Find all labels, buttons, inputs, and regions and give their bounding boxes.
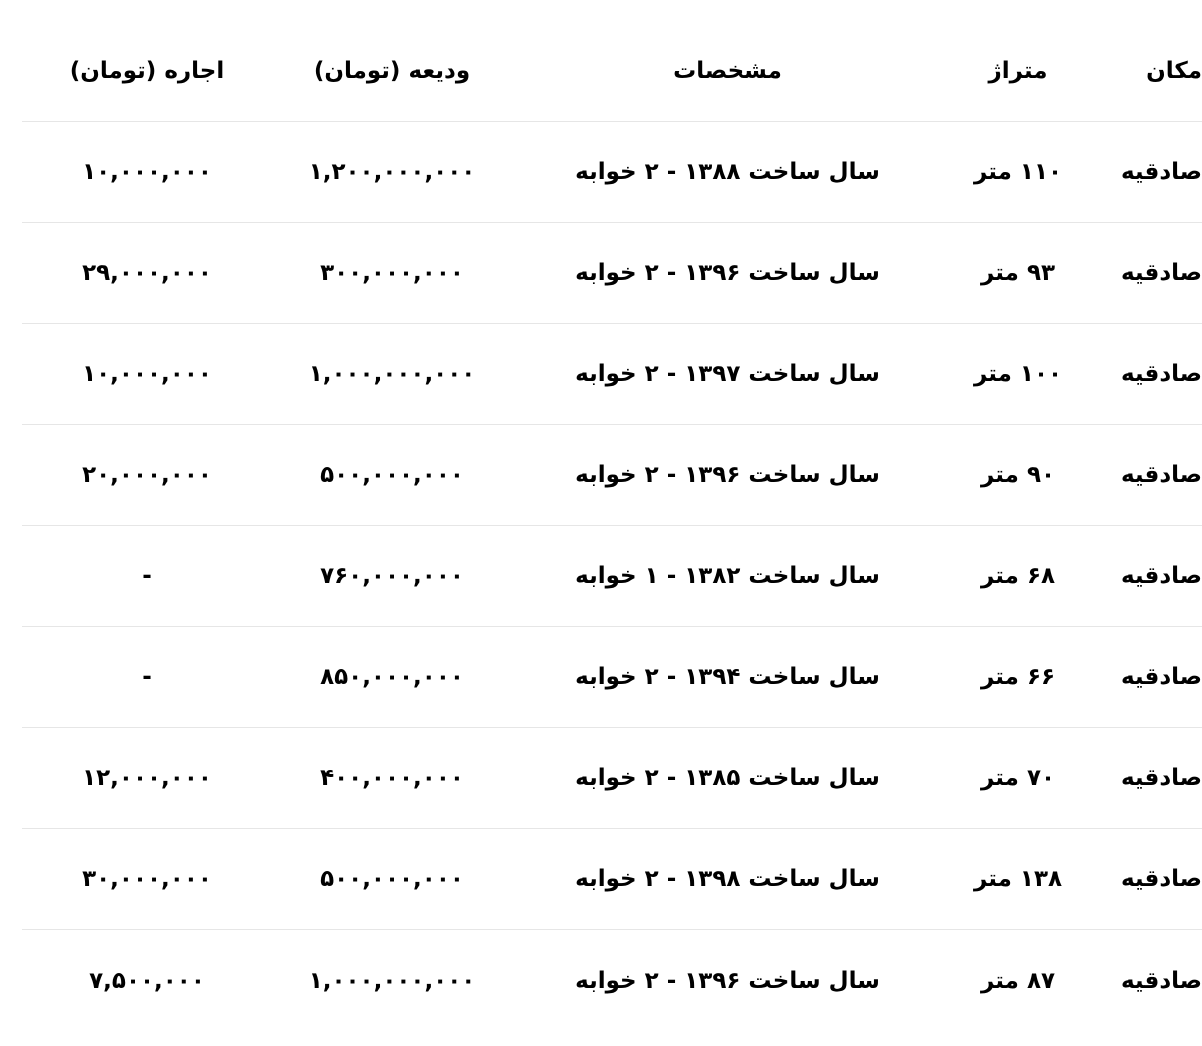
cell-deposit: ۵۰۰,۰۰۰,۰۰۰ — [320, 462, 464, 488]
cell-location: صادقیه — [1120, 765, 1202, 791]
cell-rent: ۱۰,۰۰۰,۰۰۰ — [82, 361, 212, 387]
cell-specs: سال ساخت ۱۳۹۶ - ۲ خوابه — [575, 967, 880, 994]
table-row — [22, 829, 1202, 930]
table-row — [22, 425, 1202, 526]
header-rent: اجاره (تومان) — [69, 57, 225, 84]
cell-area: ۶۶ متر — [980, 664, 1056, 690]
cell-deposit: ۴۰۰,۰۰۰,۰۰۰ — [320, 765, 464, 791]
table-row — [22, 627, 1202, 728]
cell-rent: ۲۹,۰۰۰,۰۰۰ — [82, 260, 212, 286]
cell-area: ۷۰ متر — [980, 765, 1056, 791]
cell-area: ۹۰ متر — [980, 462, 1056, 488]
table-row — [22, 526, 1202, 627]
cell-area: ۶۸ متر — [980, 563, 1056, 589]
cell-location: صادقیه — [1120, 664, 1202, 690]
cell-deposit: ۸۵۰,۰۰۰,۰۰۰ — [320, 664, 464, 690]
cell-specs: سال ساخت ۱۳۸۵ - ۲ خوابه — [575, 765, 880, 791]
table-row — [22, 930, 1202, 1031]
table-row — [22, 728, 1202, 829]
cell-rent: ۲۰,۰۰۰,۰۰۰ — [82, 462, 212, 488]
header-location: مکان — [1146, 57, 1202, 84]
header-deposit: ودیعه (تومان) — [313, 57, 471, 84]
cell-location: صادقیه — [1120, 462, 1202, 488]
cell-area: ۹۳ متر — [980, 260, 1056, 286]
cell-location: صادقیه — [1120, 159, 1202, 185]
header-area: متراژ — [988, 57, 1048, 84]
table-row — [22, 122, 1202, 223]
cell-deposit: ۱,۲۰۰,۰۰۰,۰۰۰ — [308, 159, 476, 185]
cell-rent: ۳۰,۰۰۰,۰۰۰ — [82, 866, 212, 892]
cell-specs: سال ساخت ۱۳۹۷ - ۲ خوابه — [575, 361, 880, 387]
cell-deposit: ۵۰۰,۰۰۰,۰۰۰ — [320, 866, 464, 892]
cell-location: صادقیه — [1120, 866, 1202, 892]
table-header-row — [22, 20, 1202, 122]
cell-deposit: ۱,۰۰۰,۰۰۰,۰۰۰ — [308, 361, 476, 387]
cell-rent: - — [142, 563, 152, 589]
cell-location: صادقیه — [1120, 260, 1202, 286]
cell-deposit: ۷۶۰,۰۰۰,۰۰۰ — [320, 563, 464, 589]
cell-area: ۱۱۰ متر — [973, 159, 1063, 185]
cell-location: صادقیه — [1120, 563, 1202, 589]
cell-area: ۸۷ متر — [980, 967, 1056, 994]
cell-location: صادقیه — [1120, 361, 1202, 387]
cell-specs: سال ساخت ۱۳۹۸ - ۲ خوابه — [575, 866, 880, 892]
cell-rent: - — [142, 664, 152, 690]
cell-location: صادقیه — [1120, 967, 1202, 994]
listings-table — [22, 20, 1202, 1031]
cell-rent: ۱۲,۰۰۰,۰۰۰ — [82, 765, 212, 791]
table-row — [22, 223, 1202, 324]
table-row — [22, 324, 1202, 425]
header-specs: مشخصات — [673, 57, 782, 84]
cell-rent: ۱۰,۰۰۰,۰۰۰ — [82, 159, 212, 185]
cell-specs: سال ساخت ۱۳۸۸ - ۲ خوابه — [575, 159, 880, 185]
cell-specs: سال ساخت ۱۳۸۲ - ۱ خوابه — [575, 563, 880, 589]
cell-specs: سال ساخت ۱۳۹۴ - ۲ خوابه — [575, 664, 880, 690]
cell-area: ۱۰۰ متر — [973, 361, 1063, 387]
cell-deposit: ۱,۰۰۰,۰۰۰,۰۰۰ — [308, 967, 476, 994]
cell-rent: ۷,۵۰۰,۰۰۰ — [89, 967, 205, 994]
cell-specs: سال ساخت ۱۳۹۶ - ۲ خوابه — [575, 462, 880, 488]
cell-specs: سال ساخت ۱۳۹۶ - ۲ خوابه — [575, 260, 880, 286]
cell-deposit: ۳۰۰,۰۰۰,۰۰۰ — [320, 260, 464, 286]
cell-area: ۱۳۸ متر — [973, 866, 1063, 892]
